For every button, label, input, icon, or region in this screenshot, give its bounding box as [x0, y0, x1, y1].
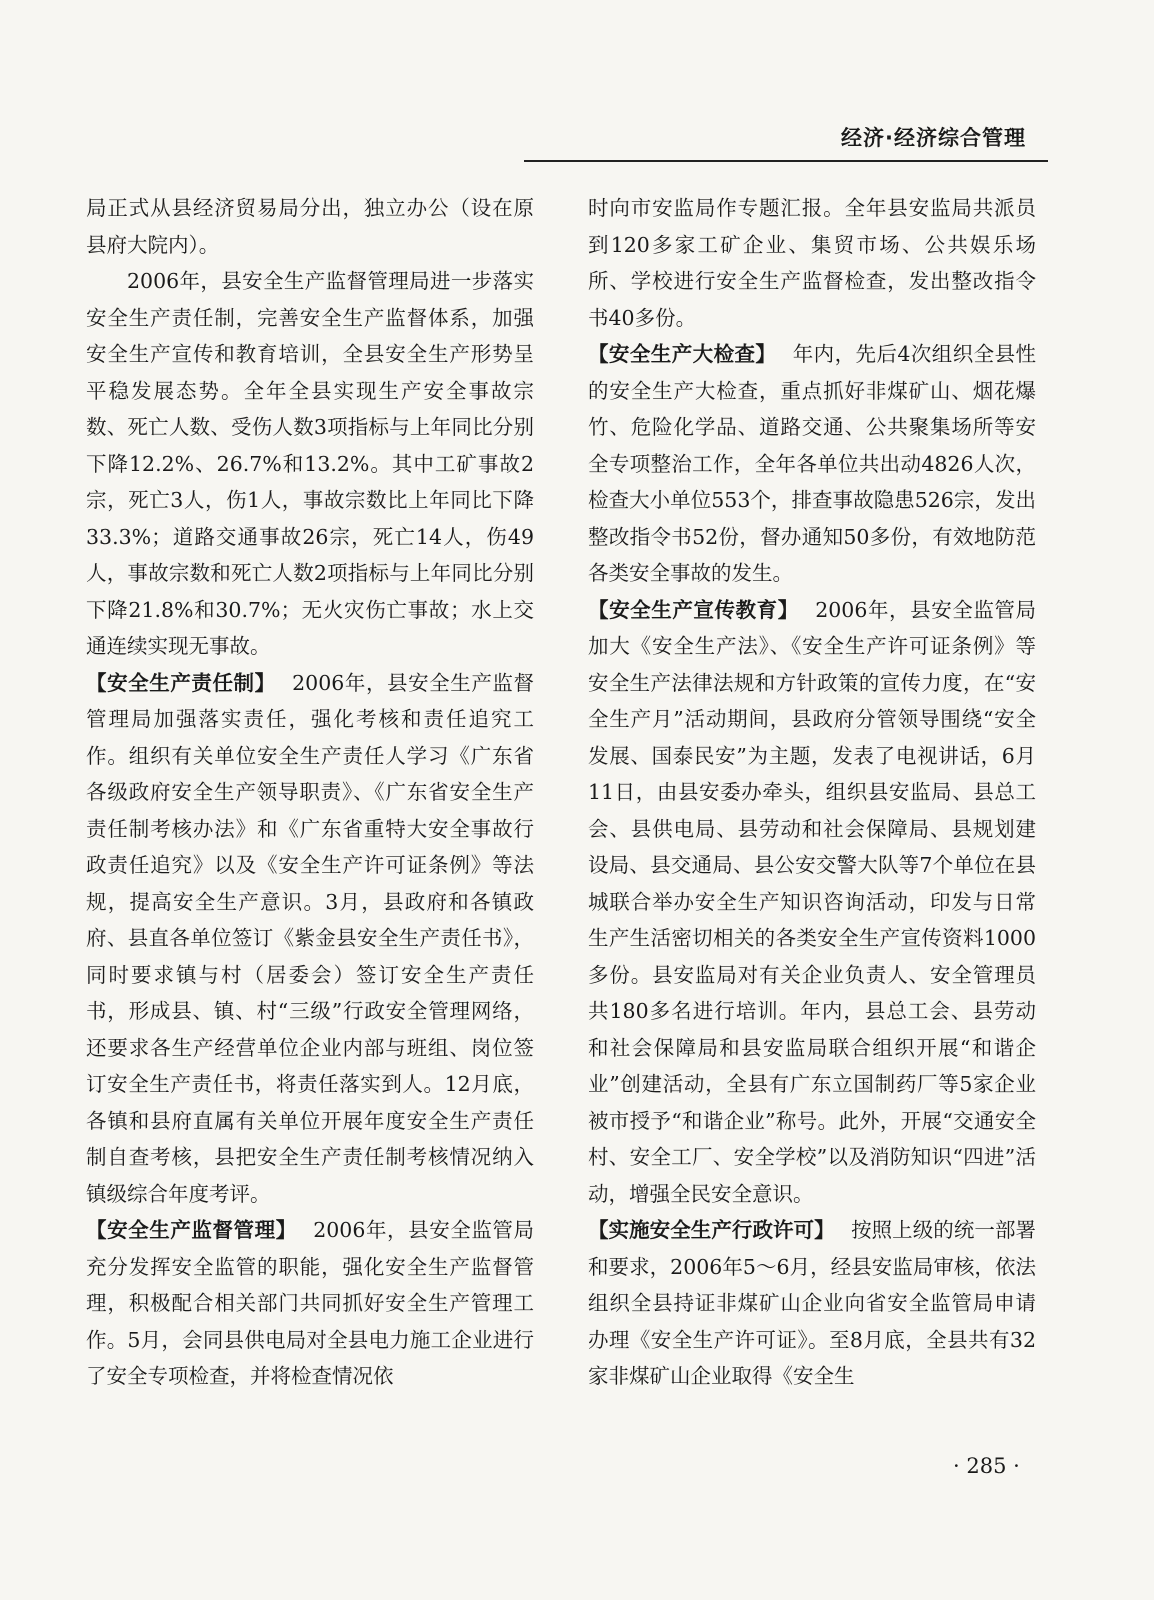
section-body: 2006年，县安全监管局加大《安全生产法》、《安全生产许可证条例》等安全生产法律法规和方针政策的宣传力度，在“安全生产月”活动期间，县政府分管领导围绕“安全发展、国泰民安”为主题，发表了电视讲话，6月11日，由县安委办牵头，组织县安监局、县总工会、县供电局、县劳动和社会保障局、县规划建设局、县交通局、县公安交警大队等7个单位在县城联合举办安全生产知识咨询活动，印发与日常生产生活密切相关的各类安全生产宣传资料1000多份。县安监局对有关企业负责人、安全管理员共180多名进行培训。年内，县总工会、县劳动和社会保障局和县安监局联合组织开展“和谐企业”创建活动，全县有广东立国制药厂等5家企业被市授予“和谐企业”称号。此外，开展“交通安全村、安全工厂、安全学校”以及消防知识“四进”活动，增强全民安全意识。	[588, 597, 1037, 1206]
page-number: · 285 ·	[953, 1454, 1020, 1478]
paragraph: 时向市安监局作专题汇报。全年县安监局共派员到120多家工矿企业、集贸市场、公共娱乐场所、学校进行安全生产监督检查，发出整改指令书40多份。	[588, 196, 1036, 330]
section-body: 2006年，县安全生产监督管理局加强落实责任，强化考核和责任追究工作。组织有关单位安全生产责任人学习《广东省各级政府安全生产领导职责》、《广东省安全生产责任制考核办法》和《广东省重特大安全事故行政责任追究》以及《安全生产许可证条例》等法规，提高安全生产意识。3月，县政府和各镇政府、县直各单位签订《紫金县安全生产责任书》，同时要求镇与村（居委会）签订安全生产责任书，形成县、镇、村“三级”行政安全管理网络，还要求各生产经营单位企业内部与班组、岗位签订安全生产责任书，将责任落实到人。12月底，各镇和县府直属有关单位开展年度安全生产责任制自查考核，县把安全生产责任制考核情况纳入镇级综合年度考评。	[86, 670, 534, 1206]
section-heading: 【安全生产责任制】	[86, 670, 276, 695]
header-rule	[524, 160, 1048, 162]
running-header: 经济·经济综合管理	[841, 126, 1026, 150]
paragraph: 2006年，县安全生产监督管理局进一步落实安全生产责任制，完善安全生产监督体系，加强安全生产宣传和教育培训，全县安全生产形势呈平稳发展态势。全年全县实现生产安全事故宗数、死亡人数、受伤人数3项指标与上年同比分别下降12.2%、26.7%和13.2%。其中工矿事故2宗，死亡3人，伤1人，事故宗数比上年同比下降33.3%；道路交通事故26宗，死亡14人，伤49人，事故宗数和死亡人数2项指标与上年同比分别下降21.8%和30.7%；无火灾伤亡事故；水上交通连续实现无事故。	[86, 269, 534, 658]
paragraph: 局正式从县经济贸易局分出，独立办公（设在原县府大院内）。	[86, 196, 534, 257]
section-heading: 【安全生产大检查】	[588, 342, 777, 366]
section-inspection	[588, 336, 1036, 592]
section-responsibility	[86, 665, 534, 1213]
section-publicity	[588, 592, 1036, 1213]
section-licensing	[588, 1212, 1036, 1395]
section-body: 2006年，县安全监管局充分发挥安全监管的职能，强化安全生产监督管理，积极配合相关部门共同抓好安全生产管理工作。5月，会同县供电局对全县电力施工企业进行了安全专项检查，并将检查情况依	[86, 1218, 535, 1388]
section-heading: 【实施安全生产行政许可】	[588, 1218, 835, 1242]
right-column	[588, 190, 1036, 1395]
section-heading: 【安全生产监督管理】	[86, 1218, 297, 1242]
section-supervision	[86, 1212, 534, 1395]
left-column	[86, 190, 534, 1395]
section-heading: 【安全生产宣传教育】	[588, 597, 799, 622]
section-body: 年内，先后4次组织全县性的安全生产大检查，重点抓好非煤矿山、烟花爆竹、危险化学品、道路交通、公共聚集场所等安全专项整治工作，全年各单位共出动4826人次，检查大小单位553个，排查事故隐患526宗，发出整改指令书52份，督办通知50多份，有效地防范各类安全事故的发生。	[588, 342, 1037, 585]
section-body: 按照上级的统一部署和要求，2006年5～6月，经县安监局审核，依法组织全县持证非煤矿山企业向省安全监管局申请办理《安全生产许可证》。至8月底，全县共有32家非煤矿山企业取得《安全生	[588, 1218, 1037, 1388]
